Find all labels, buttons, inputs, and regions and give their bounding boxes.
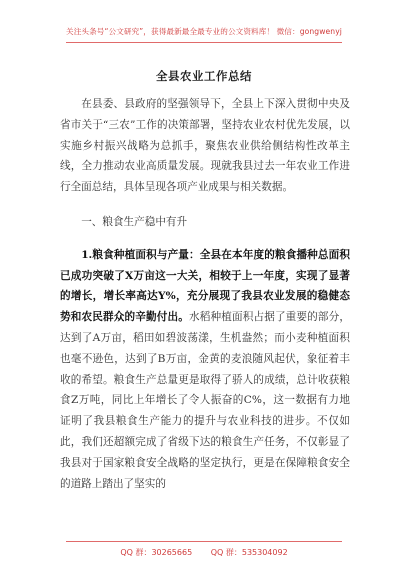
subsection-bold-text: 1.粮食种植面积与产量：全县在本年度的粮食播种总面积已成功突破了X万亩这一大关，相较于上一年度，实现了显著的增长，增长率高达Y%，充分展现了我县农业发展的稳健态势和农民群众的辛勤付出。 [60, 248, 350, 324]
footer [0, 547, 408, 558]
subsection-paragraph [60, 245, 350, 495]
footer-divider [66, 541, 342, 542]
document-title: 全县农业工作总结 [156, 69, 252, 83]
document-body [60, 94, 350, 494]
section-heading: 一、粮食生产稳中有升 [81, 215, 188, 228]
footer-qq-group-1: QQ 群：30265665 [120, 548, 193, 557]
header-divider [66, 42, 342, 43]
subsection-body-text: 水稻种植面积占据了重要的部分，达到了A万亩，稻田如碧波荡漾，生机盎然；而小麦种植面积也毫不逊色，达到了B万亩，金黄的麦浪随风起伏，象征着丰收的希望。粮食生产总量更是取得了骄人的成绩，总计收获粮食Z万吨，同比上年增长了令人振奋的C%，这一数据有力地证明了我县粮食生产能力的提升与农业科技的进步。不仅如此，我们还超额完成了省级下达的粮食生产任务，不仅彰显了我县对于国家粮食安全战略的坚定执行，更是在保障粮食安全的道路上踏出了坚实的 [60, 311, 351, 490]
header-banner: 关注头条号“公文研究”，获得最新最全最专业的公文资料库！ 微信：gongwenyj [66, 27, 342, 36]
footer-qq-group-2: QQ 群：535304092 [210, 548, 288, 557]
intro-paragraph: 在县委、县政府的坚强领导下，全县上下深入贯彻中央及省市关于“三农”工作的决策部署，坚持农业农村优先发展，以实施乡村振兴战略为总抓手，聚焦农业供给侧结构性改革主线，全力推动农业高质量发展。现就我县过去一年农业工作进行全面总结，具体呈现各项产业成果与相关数据。 [60, 98, 350, 194]
